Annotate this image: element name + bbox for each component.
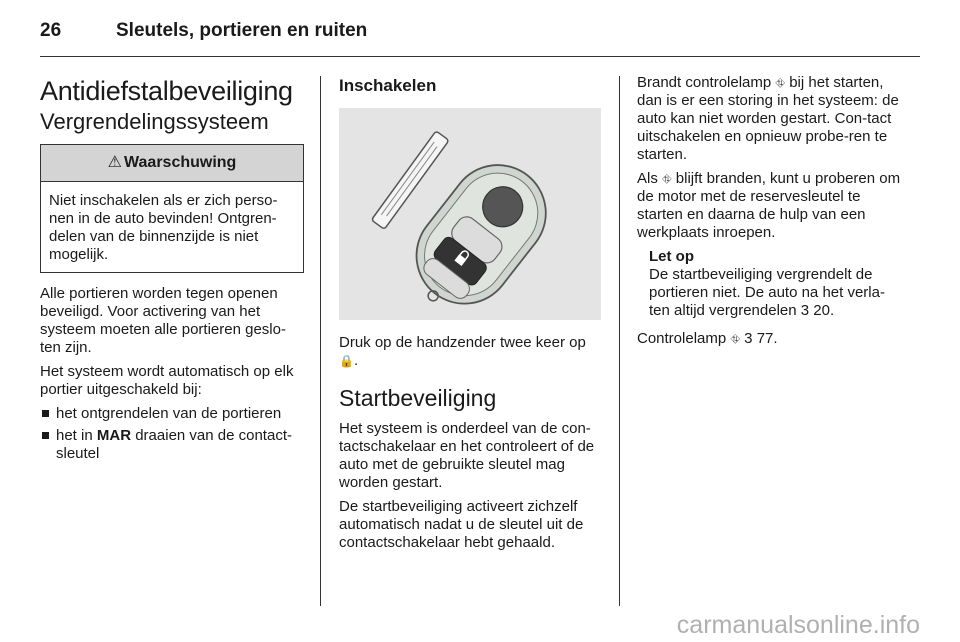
bullet-square-icon	[42, 410, 49, 417]
inschakelen-subheading: Inschakelen	[339, 76, 437, 95]
subsection-heading: Vergrendelingssysteem	[40, 109, 269, 134]
watermark: carmanualsonline.info	[676, 611, 920, 639]
paragraph-end: .	[773, 330, 778, 347]
paragraph	[637, 74, 905, 164]
immobilizer-lamp-icon: ⛗	[775, 76, 786, 90]
mar-label: MAR	[96, 427, 132, 444]
page-ref[interactable]: 77	[756, 330, 774, 347]
list-item-text: het in	[56, 427, 97, 444]
header-rule	[40, 56, 920, 57]
warning-title: Waarschuwing	[124, 154, 237, 171]
column-3	[637, 74, 905, 354]
paragraph-text: Als	[637, 170, 658, 187]
note-text	[649, 266, 905, 320]
paragraph: De startbeveiliging activeert zichzelf automatisch nadat u de sleutel uit de contactschakelaar hebt gehaald.	[339, 498, 584, 551]
page-ref[interactable]: 20	[813, 302, 830, 319]
running-title: Sleutels, portieren en ruiten	[116, 20, 368, 41]
note-body: De startbeveiliging vergrendelt de portieren niet. De auto na het verla-ten altijd vergrendelen	[649, 266, 885, 319]
car-key-remote-icon	[339, 108, 601, 320]
column-divider-1	[320, 76, 321, 606]
lock-icon: 🔒	[339, 354, 354, 368]
paragraph-text: Brandt controlelamp	[637, 74, 772, 91]
column-2	[339, 74, 603, 558]
caption-end: .	[353, 352, 359, 369]
paragraph-text: Controlelamp	[637, 330, 727, 347]
list-item	[40, 427, 304, 463]
page-ref-arrow-icon: 3	[800, 302, 810, 319]
warning-text: Niet inschakelen als er zich perso-nen in de auto bevinden! Ontgren-delen van de binnenzijde is niet mogelijk.	[49, 192, 278, 263]
note-title: Let op	[649, 248, 694, 265]
paragraph: Het systeem is onderdeel van de con-tactschakelaar en het controleert of de auto met de gebruikte sleutel mag worden gestart.	[339, 420, 595, 491]
immobilizer-lamp-icon: ⛗	[730, 332, 740, 346]
note-end: .	[829, 302, 835, 319]
key-fob-figure	[339, 108, 601, 320]
section-heading: Antidiefstalbeveiliging	[40, 76, 293, 106]
list-item-text: het ontgrendelen van de portieren	[56, 405, 282, 422]
bullet-list	[40, 405, 304, 463]
figure-caption	[339, 334, 603, 370]
list-item	[40, 405, 304, 423]
paragraph-text: blijft branden, kunt u proberen om de motor met de reservesleutel te starten en daarna de hulp van een werkplaats inroepen.	[637, 170, 901, 241]
warning-box	[40, 144, 304, 273]
page-number: 26	[40, 20, 62, 41]
column-divider-2	[619, 76, 620, 606]
bullet-square-icon	[42, 432, 49, 439]
column-1	[40, 74, 304, 467]
paragraph-text: bij het starten, dan is er een storing in het systeem: de auto kan niet worden gestart. Con-tact uitschakelen en opnieuw probe-ren te starten.	[637, 74, 899, 163]
list-item-text: draaien van de contact-sleutel	[56, 427, 292, 462]
paragraph: Het systeem wordt automatisch op elk portier uitgeschakeld bij:	[40, 363, 294, 398]
note-box	[637, 248, 905, 320]
paragraph	[637, 330, 905, 348]
startbeveiliging-heading: Startbeveiliging	[339, 385, 497, 411]
warning-triangle-icon: ⚠	[107, 154, 123, 171]
page-ref-arrow-icon: 3	[744, 330, 753, 347]
warning-header	[41, 145, 303, 182]
immobilizer-lamp-icon: ⛗	[662, 172, 672, 186]
paragraph: Alle portieren worden tegen openen beveiligd. Voor activering van het systeem moeten alle portieren geslo-ten zijn.	[40, 285, 286, 356]
page-header	[40, 14, 920, 54]
paragraph	[637, 170, 905, 242]
caption-text: Druk op de handzender twee keer op	[339, 334, 586, 351]
